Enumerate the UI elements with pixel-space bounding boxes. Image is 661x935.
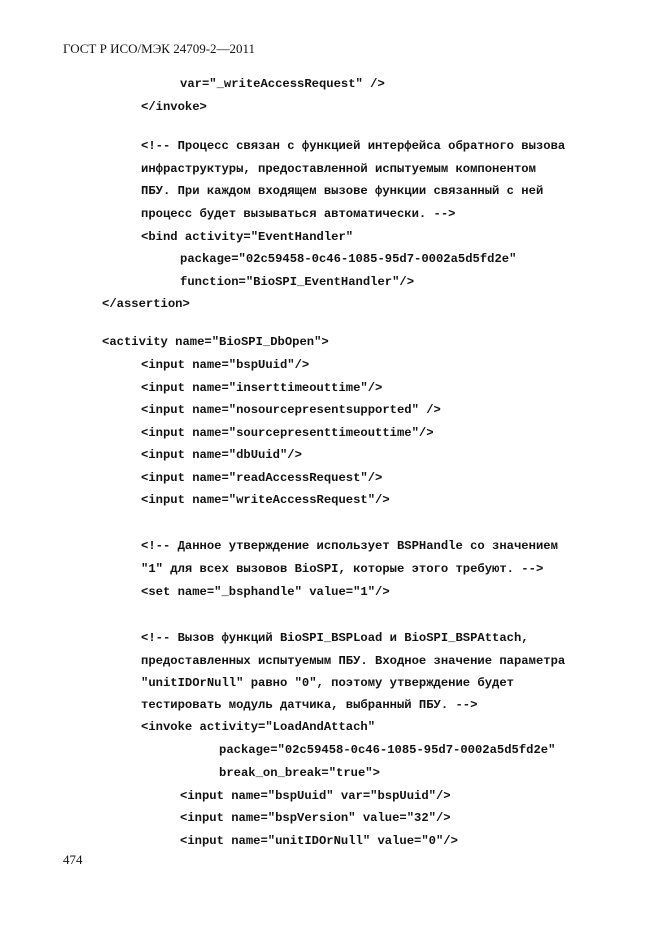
- code-line: <input name="unitIDOrNull" value="0"/>: [180, 834, 458, 848]
- code-line: function="BioSPI_EventHandler"/>: [180, 275, 415, 289]
- code-line: </assertion>: [102, 297, 190, 311]
- code-line: <activity name="BioSPI_DbOpen">: [102, 335, 329, 349]
- code-line: <input name="bspUuid" var="bspUuid"/>: [180, 789, 451, 803]
- code-line: <input name="sourcepresenttimeouttime"/>: [141, 426, 434, 440]
- code-line: инфраструктуры, предоставленной испытуемым компонентом: [141, 162, 536, 176]
- code-line: <input name="bspUuid"/>: [141, 358, 310, 372]
- code-line: "unitIDOrNull" равно "0", поэтому утверждение будет: [141, 676, 514, 690]
- code-line: "1" для всех вызовов BioSPI, которые этого требуют. -->: [141, 562, 544, 576]
- code-line: <bind activity="EventHandler": [141, 230, 354, 244]
- code-line: <input name="writeAccessRequest"/>: [141, 493, 390, 507]
- code-line: </invoke>: [141, 100, 207, 114]
- code-line: <input name="dbUuid"/>: [141, 448, 302, 462]
- code-line: break_on_break="true">: [219, 766, 380, 780]
- code-line: <set name="_bsphandle" value="1"/>: [141, 585, 390, 599]
- code-line: package="02c59458-0c46-1085-95d7-0002a5d5fd2e": [219, 743, 556, 757]
- code-line: процесс будет вызываться автоматически. -->: [141, 207, 456, 221]
- code-line: ПБУ. При каждом входящем вызове функции связанный с ней: [141, 184, 544, 198]
- code-line: предоставленных испытуемым ПБУ. Входное значение параметра: [141, 654, 566, 668]
- code-line: var="_writeAccessRequest" />: [180, 77, 385, 91]
- code-line: <invoke activity="LoadAndAttach": [141, 720, 376, 734]
- code-line: <input name="nosourcepresentsupported" />: [141, 403, 441, 417]
- code-line: тестировать модуль датчика, выбранный ПБУ. -->: [141, 698, 478, 712]
- code-line: <!-- Процесс связан с функцией интерфейса обратного вызова: [141, 139, 566, 153]
- page-number: 474: [63, 852, 83, 867]
- page-header: ГОСТ Р ИСО/МЭК 24709-2—2011: [63, 41, 256, 56]
- code-line: <!-- Вызов функций BioSPI_BSPLoad и BioSPI_BSPAttach,: [141, 631, 529, 645]
- code-line: <input name="readAccessRequest"/>: [141, 471, 383, 485]
- code-line: <input name="inserttimeouttime"/>: [141, 381, 383, 395]
- code-line: <input name="bspVersion" value="32"/>: [180, 811, 451, 825]
- code-line: package="02c59458-0c46-1085-95d7-0002a5d5fd2e": [180, 252, 517, 266]
- code-line: <!-- Данное утверждение использует BSPHandle со значением: [141, 539, 558, 553]
